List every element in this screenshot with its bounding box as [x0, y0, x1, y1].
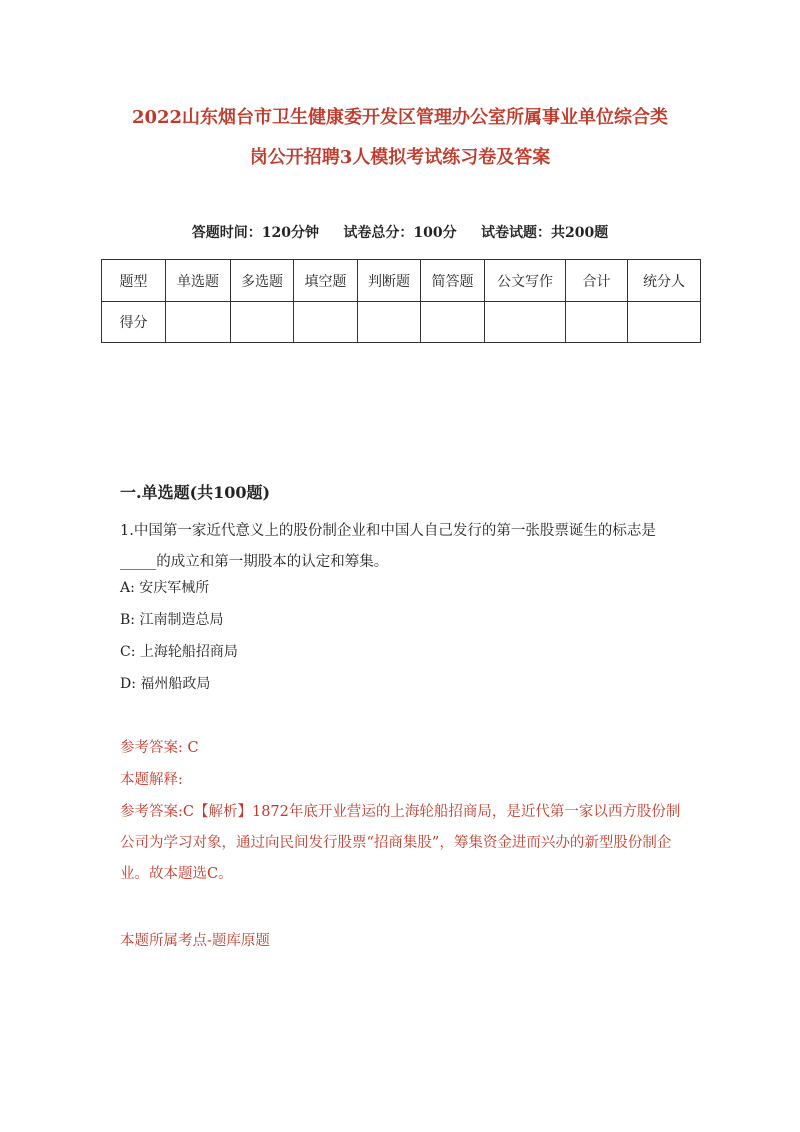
score-table-score-row: [102, 302, 701, 343]
document-title-line-1: 2022山东烟台市卫生健康委开发区管理办公室所属事业单位综合类: [131, 107, 669, 128]
knowledge-point: 本题所属考点-题库原题: [120, 933, 270, 949]
option-b: B: 江南制造总局: [120, 612, 224, 628]
score-cell: [358, 302, 421, 343]
section-title: 一.单选题(共100题): [120, 483, 271, 502]
score-cell: [294, 302, 358, 343]
score-cell: [231, 302, 294, 343]
score-table: [101, 259, 701, 343]
explanation-text: 参考答案:C【解析】1872年底开业营运的上海轮船招商局，是近代第一家以西方股份制公司为学习对象，通过向民间发行股票“招商集股”，筹集资金进而兴办的新型股份制企业。故本题选C。: [120, 804, 681, 882]
option-c: C: 上海轮船招商局: [120, 644, 238, 660]
option-list: [120, 577, 238, 705]
score-table-header-cell: 填空题: [294, 260, 358, 302]
score-table-header-cell: 判断题: [358, 260, 421, 302]
score-cell: [421, 302, 485, 343]
option-a: A: 安庆军械所: [120, 580, 210, 596]
question-text: 1.中国第一家近代意义上的股份制企业和中国人自己发行的第一张股票诞生的标志是_____的成立和第一期股本的认定和筹集。: [120, 523, 656, 570]
exam-info: 答题时间：120分钟 试卷总分：100分 试卷试题：共200题: [191, 225, 609, 241]
score-table-header-cell: 合计: [566, 260, 628, 302]
score-table-header-cell: 简答题: [421, 260, 485, 302]
score-table-header-cell: 题型: [102, 260, 166, 302]
score-table-header-cell: 统分人: [628, 260, 701, 302]
score-table-header-row: [102, 260, 701, 302]
score-table-header-cell: 公文写作: [485, 260, 566, 302]
score-table-header-cell: 多选题: [231, 260, 294, 302]
reference-answer: 参考答案: C: [120, 740, 199, 756]
option-d: D: 福州船政局: [120, 676, 211, 692]
score-table-header-cell: 单选题: [166, 260, 231, 302]
document-title-line-2: 岗公开招聘3人模拟考试练习卷及答案: [249, 147, 551, 168]
score-cell: [485, 302, 566, 343]
score-cell: [566, 302, 628, 343]
score-cell: [628, 302, 701, 343]
score-row-label: 得分: [102, 302, 166, 343]
score-cell: [166, 302, 231, 343]
explanation-label: 本题解释:: [120, 772, 183, 788]
